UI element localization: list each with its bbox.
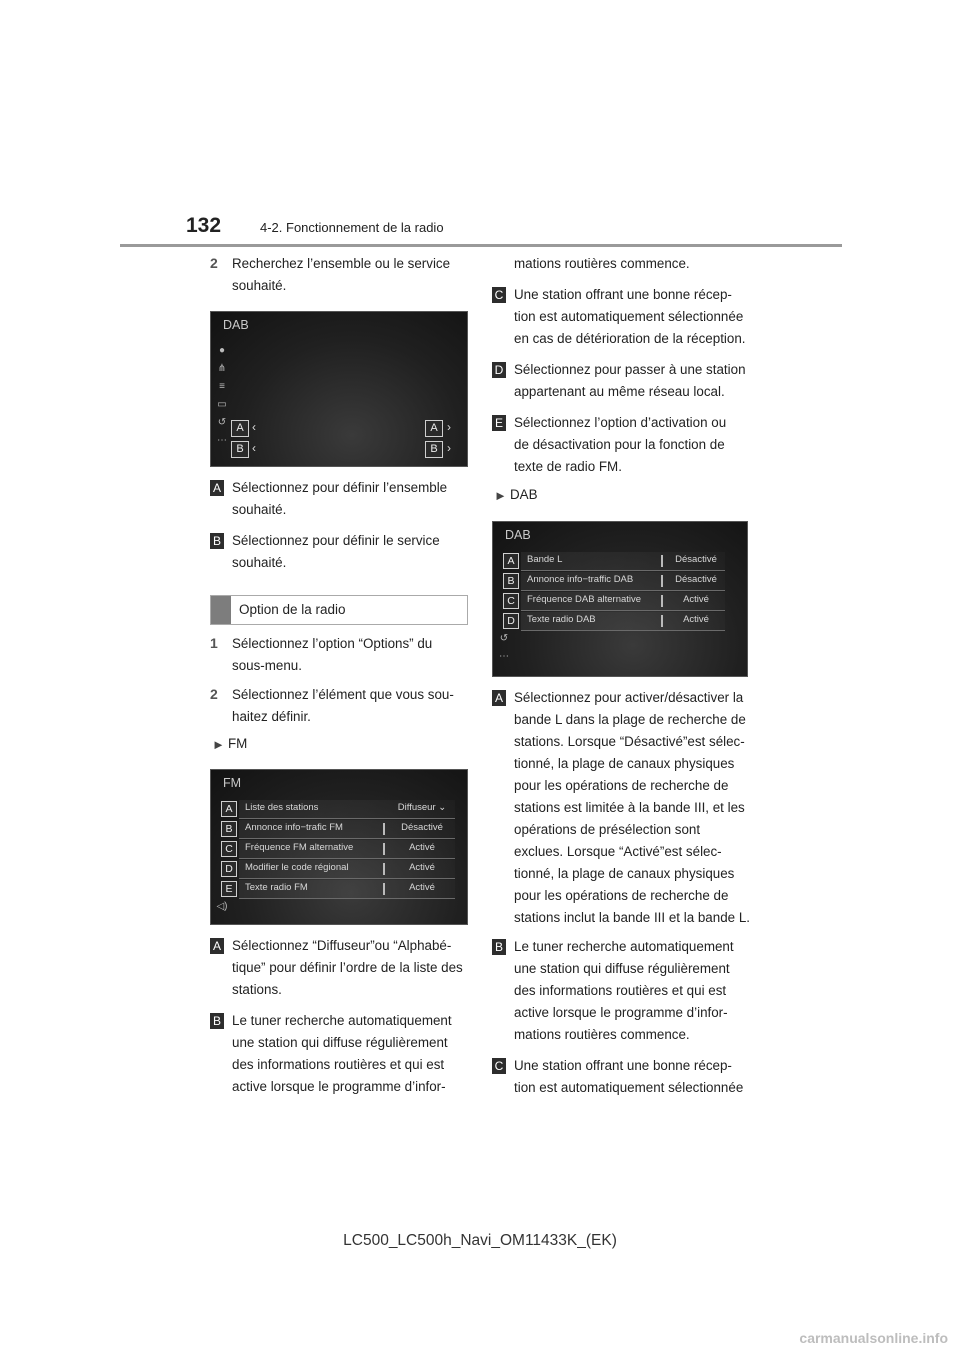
continued-text: mations routières commence.	[514, 256, 690, 271]
side-icon-bar	[497, 630, 511, 666]
text-line: opérations de présélection sont	[514, 822, 701, 837]
step-number: 1	[210, 635, 218, 651]
text-line: tionné, la plage de canaux physiques	[514, 756, 735, 771]
step-text	[232, 633, 432, 677]
history-icon: ↺	[217, 417, 227, 428]
callout-letter: C	[492, 287, 506, 303]
bullet-label: DAB	[510, 487, 538, 502]
row-callout-letter: A	[503, 553, 519, 569]
text-line: stations est limitée à la bande III, et les	[514, 800, 745, 815]
option-label: Liste des stations	[245, 802, 319, 813]
text-line: Le tuner recherche automatiquement	[232, 1013, 452, 1028]
option-row	[239, 820, 455, 839]
callout-letter: A	[210, 480, 224, 496]
option-label: Annonce info−traffic DAB	[527, 574, 634, 585]
option-value: Activé	[683, 614, 709, 625]
bullet-label: FM	[228, 736, 248, 751]
text-line: tion est automatiquement sélectionnée	[514, 309, 744, 324]
service-prev-box: B	[231, 441, 249, 458]
text-line: texte de radio FM.	[514, 459, 622, 474]
text-line: stations.	[232, 982, 282, 997]
text-line: Sélectionnez l’option d’activation ou	[514, 415, 727, 430]
history-icon: ↺	[499, 633, 509, 644]
option-row	[239, 880, 455, 899]
option-label: Bande L	[527, 554, 563, 565]
text-line: tion est automatiquement sélectionnée	[514, 1080, 744, 1095]
chevron-right-icon: ›	[447, 420, 451, 434]
callout-text	[514, 936, 734, 1046]
text-line: Recherchez l’ensemble ou le service	[232, 256, 451, 271]
row-callout-letter: C	[221, 841, 237, 857]
text-line: active lorsque le programme d’infor-	[232, 1079, 446, 1094]
callout-letter: A	[210, 938, 224, 954]
chevron-right-icon: ›	[447, 441, 451, 455]
chevron-left-icon: ‹	[252, 420, 256, 434]
fm-screen-figure	[210, 769, 468, 925]
more-icon: ⋯	[499, 651, 509, 662]
option-row	[521, 612, 725, 631]
text-line: tionné, la plage de canaux physiques	[514, 866, 735, 881]
text-line: Sélectionnez l’option “Options” du	[232, 636, 433, 651]
row-callout-letter: C	[503, 593, 519, 609]
screen-title: DAB	[505, 528, 531, 542]
option-value: Désactivé	[675, 574, 717, 585]
option-value: Activé	[409, 862, 435, 873]
option-value: Désactivé	[401, 822, 443, 833]
step-text	[232, 253, 450, 297]
text-line: bande L dans la plage de recherche de	[514, 712, 746, 727]
text-line: sous-menu.	[232, 658, 302, 673]
text-line: Une station offrant une bonne récep-	[514, 287, 732, 302]
option-row	[239, 840, 455, 859]
station-list-icon: ⋔	[217, 363, 227, 374]
text-line: Le tuner recherche automatiquement	[514, 939, 734, 954]
text-line: souhaité.	[232, 555, 287, 570]
heading-bar	[211, 596, 231, 624]
option-value: Diffuseur ⌄	[397, 802, 447, 813]
option-label: Annonce info−trafic FM	[245, 822, 343, 833]
text-line: stations. Lorsque “Désactivé”est sélec-	[514, 734, 745, 749]
option-row	[521, 572, 725, 591]
text-line: Sélectionnez pour définir le service	[232, 533, 440, 548]
callout-text	[514, 284, 746, 350]
option-label: Fréquence DAB alternative	[527, 594, 642, 605]
option-label: Modifier le code régional	[245, 862, 349, 873]
screen-title: FM	[223, 776, 242, 790]
option-divider	[383, 843, 385, 855]
callout-text	[232, 477, 447, 521]
text-line: stations inclut la bande III et la bande L.	[514, 910, 750, 925]
text-line: en cas de détérioration de la réception.	[514, 331, 746, 346]
row-callout-letter: E	[221, 881, 237, 897]
menu-icon: ▭	[217, 399, 227, 410]
triangle-bullet-icon: ►	[494, 488, 507, 503]
page-number: 132	[186, 214, 222, 237]
callout-text	[514, 359, 746, 403]
watermark: carmanualsonline.info	[799, 1330, 948, 1346]
text-line: souhaité.	[232, 502, 287, 517]
step-number: 2	[210, 686, 218, 702]
row-callout-letter: B	[503, 573, 519, 589]
ensemble-prev-box: A	[231, 420, 249, 437]
option-row	[521, 552, 725, 571]
chevron-left-icon: ‹	[252, 441, 256, 455]
callout-text	[232, 530, 440, 574]
text-line: mations routières commence.	[514, 1027, 690, 1042]
more-icon: ⋯	[217, 435, 227, 446]
callout-letter: B	[210, 533, 224, 549]
text-line: active lorsque le programme d’infor-	[514, 1005, 728, 1020]
header-rule	[120, 244, 842, 247]
option-divider	[661, 555, 663, 567]
callout-text	[514, 412, 726, 478]
option-divider	[661, 575, 663, 587]
ensemble-next-box: A	[425, 420, 443, 437]
ensemble-icon: ●	[218, 345, 226, 356]
option-row	[521, 592, 725, 611]
row-callout-letter: D	[221, 861, 237, 877]
text-line: haitez définir.	[232, 709, 311, 724]
text-line: Une station offrant une bonne récep-	[514, 1058, 732, 1073]
option-divider	[383, 823, 385, 835]
callout-letter: A	[492, 690, 506, 706]
heading-label: Option de la radio	[239, 602, 346, 617]
callout-letter: B	[210, 1013, 224, 1029]
option-value: Activé	[409, 842, 435, 853]
dab-options-screen-figure	[492, 521, 748, 677]
callout-text	[514, 1055, 743, 1099]
callout-letter: E	[492, 415, 506, 431]
list-icon: ≡	[219, 381, 225, 392]
row-callout-letter: B	[221, 821, 237, 837]
text-line: exclues. Lorsque “Activé”est sélec-	[514, 844, 722, 859]
option-value: Désactivé	[675, 554, 717, 565]
option-row	[239, 860, 455, 879]
option-divider	[661, 595, 663, 607]
callout-text	[514, 687, 750, 929]
screen-title: DAB	[223, 318, 249, 332]
text-line: Sélectionnez pour passer à une station	[514, 362, 746, 377]
text-line: appartenant au même réseau local.	[514, 384, 725, 399]
option-divider	[383, 863, 385, 875]
text-line: une station qui diffuse régulièrement	[514, 961, 730, 976]
option-divider	[661, 615, 663, 627]
option-value: Activé	[683, 594, 709, 605]
option-divider	[383, 883, 385, 895]
side-icon-bar	[215, 342, 229, 450]
option-row	[239, 800, 455, 819]
service-next-box: B	[425, 441, 443, 458]
triangle-bullet-icon: ►	[212, 737, 225, 752]
text-line: des informations routières et qui est	[232, 1057, 445, 1072]
text-line: Sélectionnez pour définir l’ensemble	[232, 480, 448, 495]
row-callout-letter: A	[221, 801, 237, 817]
side-icon-bar	[215, 898, 229, 916]
callout-text	[232, 1010, 452, 1098]
dab-screen-figure	[210, 311, 468, 467]
text-line: tique” pour définir l’ordre de la liste des	[232, 960, 463, 975]
text-line: pour les opérations de recherche de	[514, 778, 729, 793]
text-line: de désactivation pour la fonction de	[514, 437, 725, 452]
text-line: Sélectionnez pour activer/désactiver la	[514, 690, 744, 705]
callout-letter: C	[492, 1058, 506, 1074]
callout-letter: B	[492, 939, 506, 955]
callout-letter: D	[492, 362, 506, 378]
text-line: Sélectionnez “Diffuseur”ou “Alphabé-	[232, 938, 452, 953]
step-number: 2	[210, 255, 218, 271]
row-callout-letter: D	[503, 613, 519, 629]
section-heading	[210, 595, 468, 625]
option-label: Texte radio DAB	[527, 614, 596, 625]
text-line: souhaité.	[232, 278, 287, 293]
speaker-icon: ◁)	[216, 901, 228, 912]
text-line: Sélectionnez l’élément que vous sou-	[232, 687, 454, 702]
callout-text	[232, 935, 463, 1001]
step-text	[232, 684, 454, 728]
text-line: pour les opérations de recherche de	[514, 888, 729, 903]
option-label: Fréquence FM alternative	[245, 842, 354, 853]
option-label: Texte radio FM	[245, 882, 308, 893]
option-value: Activé	[409, 882, 435, 893]
section-title: 4-2. Fonctionnement de la radio	[260, 220, 444, 235]
document-code: LC500_LC500h_Navi_OM11433K_(EK)	[343, 1232, 617, 1249]
text-line: des informations routières et qui est	[514, 983, 727, 998]
text-line: une station qui diffuse régulièrement	[232, 1035, 448, 1050]
